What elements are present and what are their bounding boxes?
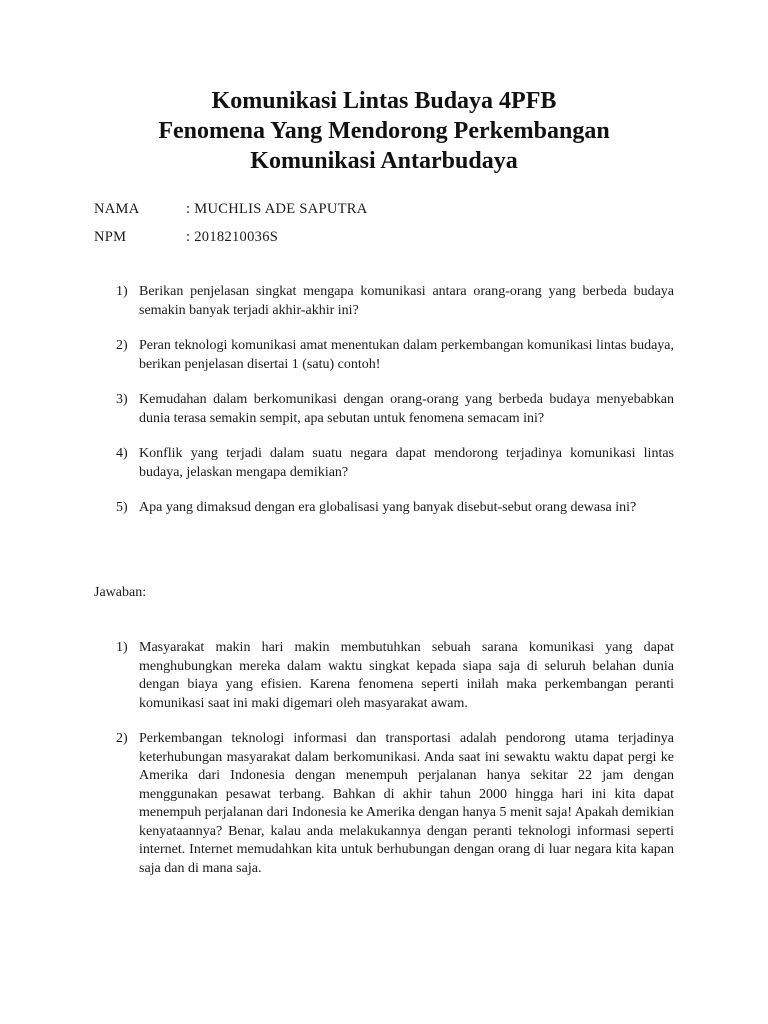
answer-item xyxy=(94,730,674,878)
title-line-3: Komunikasi Antarbudaya xyxy=(250,148,518,174)
meta-value-name: : MUCHLIS ADE SAPUTRA xyxy=(186,201,368,217)
question-number: 1) xyxy=(116,284,128,299)
question-text: Apa yang dimaksud dengan era globalisasi yang banyak disebut-sebut orang dewasa ini? xyxy=(139,500,637,515)
answer-text: Masyarakat makin hari makin membutuhkan sebuah sarana komunikasi yang dapat menghubungkan mereka dalam waktu singkat kepada siapa saja di seluruh belahan dunia dengan biaya yang efisien. Karena fenomena seperti inilah maka perkembangan peranti komunikasi saat ini maki digemari oleh masyarakat awam. xyxy=(139,640,674,711)
answer-text: Perkembangan teknologi informasi dan transportasi adalah pendorong utama terjadinya keterhubungan masyarakat dalam berkomunikasi. Anda saat ini sewaktu waktu dapat pergi ke Amerika dari Indonesia dengan menempuh perjalanan hanya sekitar 22 jam dengan menggunakan pesawat terbang. Bahkan di akhir tahun 2000 hingga hari ini kita dapat menempuh perjalanan dari Indonesia ke Amerika dengan hanya 5 menit saja! Apakah demikian kenyataannya? Benar, kalau anda melakukannya dengan peranti teknologi informasi seperti internet. Internet memudahkan kita untuk berhubungan dengan orang di luar negara kita kapan saja dan di mana saja. xyxy=(139,731,674,876)
answers-heading: Jawaban: xyxy=(94,585,147,600)
question-text: Konflik yang terjadi dalam suatu negara dapat mendorong terjadinya komunikasi lintas budaya, jelaskan mengapa demikian? xyxy=(139,446,674,480)
question-number: 5) xyxy=(116,500,128,515)
question-item xyxy=(94,391,674,428)
question-text: Peran teknologi komunikasi amat menentukan dalam perkembangan komunikasi lintas budaya, berikan penjelasan disertai 1 (satu) contoh! xyxy=(139,338,674,372)
question-item xyxy=(94,445,674,482)
question-item xyxy=(94,499,674,518)
meta-label-name: NAMA xyxy=(94,201,140,217)
meta-value-npm: : 2018210036S xyxy=(186,229,279,245)
meta-label-npm: NPM xyxy=(94,229,127,245)
question-number: 4) xyxy=(116,446,128,461)
answer-number: 1) xyxy=(116,640,128,655)
question-number: 2) xyxy=(116,338,128,353)
question-text: Berikan penjelasan singkat mengapa komunikasi antara orang-orang yang berbeda budaya semakin banyak terjadi akhir-akhir ini? xyxy=(139,284,674,318)
answer-number: 2) xyxy=(116,731,128,746)
meta-row-name xyxy=(94,200,368,218)
question-item xyxy=(94,283,674,320)
answer-list xyxy=(94,639,674,878)
meta-row-npm xyxy=(94,228,278,246)
question-list xyxy=(94,283,674,518)
question-item xyxy=(94,337,674,374)
document-title xyxy=(94,86,674,176)
question-text: Kemudahan dalam berkomunikasi dengan orang-orang yang berbeda budaya menyebabkan dunia terasa semakin sempit, apa sebutan untuk fenomena semacam ini? xyxy=(139,392,674,426)
answer-item xyxy=(94,639,674,713)
question-number: 3) xyxy=(116,392,128,407)
title-line-1: Komunikasi Lintas Budaya 4PFB xyxy=(211,88,557,114)
title-line-2: Fenomena Yang Mendorong Perkembangan xyxy=(158,118,610,144)
